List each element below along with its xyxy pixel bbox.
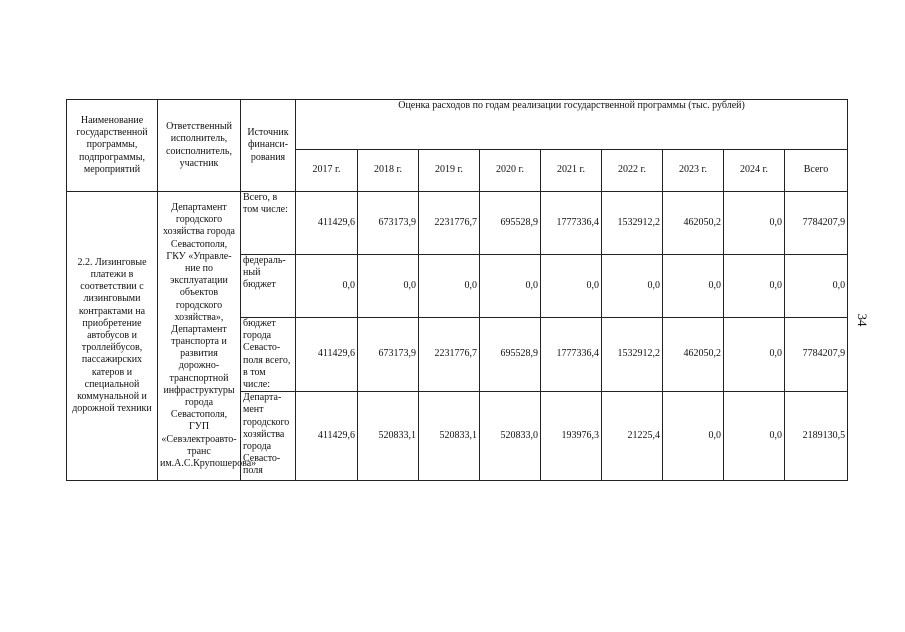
header-year: 2021 г.	[541, 150, 602, 192]
value-cell: 2231776,7	[419, 318, 480, 392]
total-cell: 0,0	[785, 255, 848, 318]
source-cell: бюджет города Севасто-поля всего, в том числе:	[241, 318, 296, 392]
value-cell: 0,0	[358, 255, 419, 318]
value-cell: 0,0	[663, 392, 724, 481]
source-cell: Всего, в том числе:	[241, 192, 296, 255]
value-cell: 21225,4	[602, 392, 663, 481]
header-year: 2020 г.	[480, 150, 541, 192]
total-cell: 7784207,9	[785, 318, 848, 392]
measure-name: 2.2. Лизинговые платежи в соответствии с лизинговыми контрактами на приобретение автобусов и троллейбусов, пассажирских катеров и специальной коммунальной и дорожной техники	[67, 192, 158, 481]
value-cell: 0,0	[724, 318, 785, 392]
header-year: 2023 г.	[663, 150, 724, 192]
value-cell: 1777336,4	[541, 192, 602, 255]
budget-table	[66, 99, 848, 481]
header-name: Наименование государственной программы, подпрограммы, мероприятий	[67, 100, 158, 192]
page-number: 34	[855, 313, 870, 327]
total-cell: 7784207,9	[785, 192, 848, 255]
value-cell: 193976,3	[541, 392, 602, 481]
header-estimate: Оценка расходов по годам реализации государственной программы (тыс. рублей)	[296, 100, 848, 150]
value-cell: 462050,2	[663, 192, 724, 255]
value-cell: 695528,9	[480, 192, 541, 255]
value-cell: 1532912,2	[602, 318, 663, 392]
table-row	[67, 192, 848, 255]
value-cell: 520833,0	[480, 392, 541, 481]
value-cell: 520833,1	[358, 392, 419, 481]
value-cell: 0,0	[724, 192, 785, 255]
value-cell: 0,0	[541, 255, 602, 318]
value-cell: 1532912,2	[602, 192, 663, 255]
value-cell: 695528,9	[480, 318, 541, 392]
header-year: 2019 г.	[419, 150, 480, 192]
value-cell: 0,0	[602, 255, 663, 318]
value-cell: 0,0	[724, 255, 785, 318]
value-cell: 0,0	[663, 255, 724, 318]
header-year: 2022 г.	[602, 150, 663, 192]
header-year: 2017 г.	[296, 150, 358, 192]
header-year: 2024 г.	[724, 150, 785, 192]
value-cell: 411429,6	[296, 318, 358, 392]
header-executor: Ответственный исполнитель, соисполнитель, участник	[158, 100, 241, 192]
measure-executor: Департамент городского хозяйства города Севастополя, ГКУ «Управле-ние по эксплуатации объектов городского хозяйства», Департамент транспорта и развития дорожно-транспортной инфраструктуры города Севастополя, ГУП «Севэлектроавто-транс им.А.С.Крупошерова»	[158, 192, 241, 481]
header-year: 2018 г.	[358, 150, 419, 192]
value-cell: 0,0	[419, 255, 480, 318]
source-cell: Департа-мент городского хозяйства города Севасто-поля	[241, 392, 296, 481]
value-cell: 0,0	[296, 255, 358, 318]
value-cell: 2231776,7	[419, 192, 480, 255]
value-cell: 462050,2	[663, 318, 724, 392]
total-cell: 2189130,5	[785, 392, 848, 481]
value-cell: 673173,9	[358, 192, 419, 255]
value-cell: 0,0	[724, 392, 785, 481]
value-cell: 411429,6	[296, 192, 358, 255]
value-cell: 673173,9	[358, 318, 419, 392]
value-cell: 0,0	[480, 255, 541, 318]
header-total: Всего	[785, 150, 848, 192]
source-cell: федераль-ный бюджет	[241, 255, 296, 318]
value-cell: 1777336,4	[541, 318, 602, 392]
value-cell: 520833,1	[419, 392, 480, 481]
header-source: Источник финанси-рования	[241, 100, 296, 192]
value-cell: 411429,6	[296, 392, 358, 481]
